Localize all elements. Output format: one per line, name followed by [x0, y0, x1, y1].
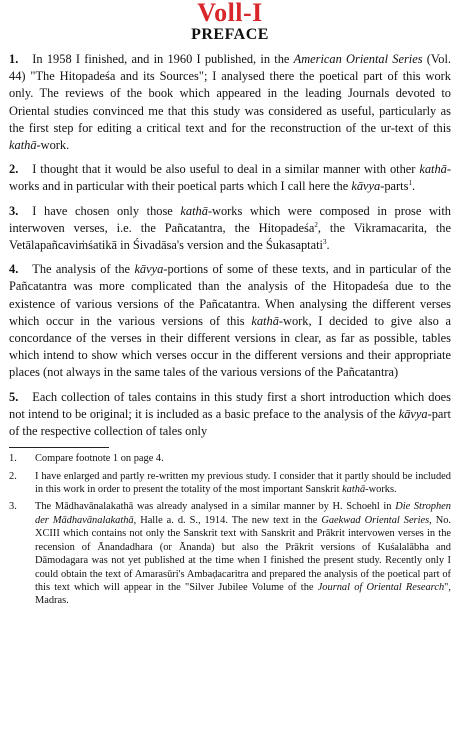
paragraph-number: 1. [9, 52, 19, 66]
text-run: (Vol. 44) "The Hitopadeśa and its Sources"; I analysed there the poetical part of this work only. The reviews of the book which appeared in the leading Journals devoted to Oriental studies convinced me that this study was considered as useful, particularly as the first step for editing a critical text and for the reconstruction of the ur-text of this [9, 52, 452, 135]
italic-text: kathā [180, 203, 208, 218]
text-run: , the Vikramacarita, the Vetālapañcaviṁśatikā in Śivadāsa's version and the Śukasaptati [9, 220, 451, 253]
paragraph-1 [9, 51, 451, 154]
paragraph-4 [9, 261, 451, 381]
text-run: -parts [380, 179, 409, 194]
text-run: -works which were composed in prose with interwoven verses, i.e. the Pañcatantra, the Hitopadeśa [9, 203, 451, 235]
footnote-3 [9, 500, 451, 607]
page-title: PREFACE [191, 26, 269, 43]
text-run: -works. [365, 484, 397, 496]
italic-text: kāvya [134, 262, 164, 277]
italic-text: kathā [419, 162, 447, 177]
text-run: -works and in particular with their poetical parts which I call here the [9, 162, 451, 194]
text-run: The analysis of the [32, 262, 135, 277]
text-run: In 1958 I finished, and in 1960 I published, in the [32, 52, 294, 66]
italic-text: kathā [342, 484, 366, 496]
text-run: -part of the respective collection of tales only [9, 406, 451, 439]
text-run: -portions of some of these texts, and in particular of the Pañcatantra was more complicated than the analysis of the Hitopadeśa due to the existence of various versions of the Pañcatantra. When analysing the different verses which occur in the various versions of this [9, 262, 451, 328]
footnote-ref: 1 [408, 179, 412, 188]
paragraph-number: 5. [9, 389, 19, 404]
footnote-text [35, 500, 451, 607]
text-run: ", Madras. [35, 581, 451, 607]
text-run: Compare footnote 1 on page 4. [35, 453, 164, 465]
body-text [9, 51, 451, 440]
italic-text: kathā [9, 138, 37, 153]
paragraph-number: 2. [9, 162, 19, 177]
italic-text: kathā [251, 313, 279, 328]
text-run: I thought that it would be also useful to deal in a similar manner with other [32, 162, 420, 177]
footnote-number: 1. [9, 453, 17, 465]
text-run: The Mādhavānalakathā was already analysed in a similar manner by H. Schoehl in [35, 501, 396, 513]
footnote-ref: 3 [322, 237, 327, 246]
text-run: I have enlarged and partly re-written my previous study. I consider that it partly should be included in this work in order to present the totality of the most important Sanskrit [35, 470, 451, 496]
text-run: Each collection of tales contains in this study first a short introduction which does not intend to be original; it is included as a basic preface to the analysis of the [9, 389, 451, 421]
paragraph-number: 3. [9, 203, 19, 218]
paragraph-number: 4. [9, 262, 19, 277]
footnote-number: 2. [9, 470, 17, 482]
text-run: , No. XCIII which contains not only the Sanskrit text with Sanskrit and Prākrit intervowen verses in the recension of Ānandadhara (or Ānanda) but also the Prākrit versions of Kuśalalābha and Dāmodagara was not yet published at the time when I finished the present study. Recently only I could obtain the text of Amarasūri's Ambaḍacaritra and prepared the analysis of the poetical part of this text which will appear in the "Silver Jubilee Volume of the [35, 514, 452, 593]
paragraph-5 [9, 389, 451, 441]
footnote-divider [9, 447, 109, 448]
italic-text: Gaekwad Oriental Series [321, 514, 430, 526]
italic-text: kāvya [398, 406, 428, 421]
text-run: -work. [36, 138, 70, 153]
italic-text: Die Strophen der Mādhavānalakathā [35, 501, 451, 526]
footnote-1 [9, 452, 451, 465]
footnotes [9, 452, 451, 607]
text-run: -work, I decided to give also a concordance of the verses in their different versions in clear, as far as possible, tables which intend to show which verses occur in the different versions and their appropriate places (not always in the same tales of the various versions of the Pañcatantra) [9, 313, 451, 380]
paragraph-3 [9, 203, 451, 255]
text-run: I have chosen only those [32, 203, 181, 218]
paragraph-2 [9, 161, 451, 195]
footnote-text [35, 452, 451, 465]
footnote-2 [9, 470, 451, 497]
text-run: , Halle a. d. S., 1914. The new text in the [133, 514, 322, 526]
volume-heading: Voll-I [197, 0, 263, 27]
text-run: . [411, 179, 416, 194]
footnote-number: 3. [9, 501, 17, 513]
italic-text: kāvya [351, 179, 381, 194]
text-run: . [326, 238, 330, 253]
italic-text: Journal of Oriental Research [317, 581, 445, 593]
italic-text: American Oriental Series [293, 52, 423, 66]
footnote-text [35, 470, 451, 497]
footnote-ref: 2 [314, 220, 318, 229]
